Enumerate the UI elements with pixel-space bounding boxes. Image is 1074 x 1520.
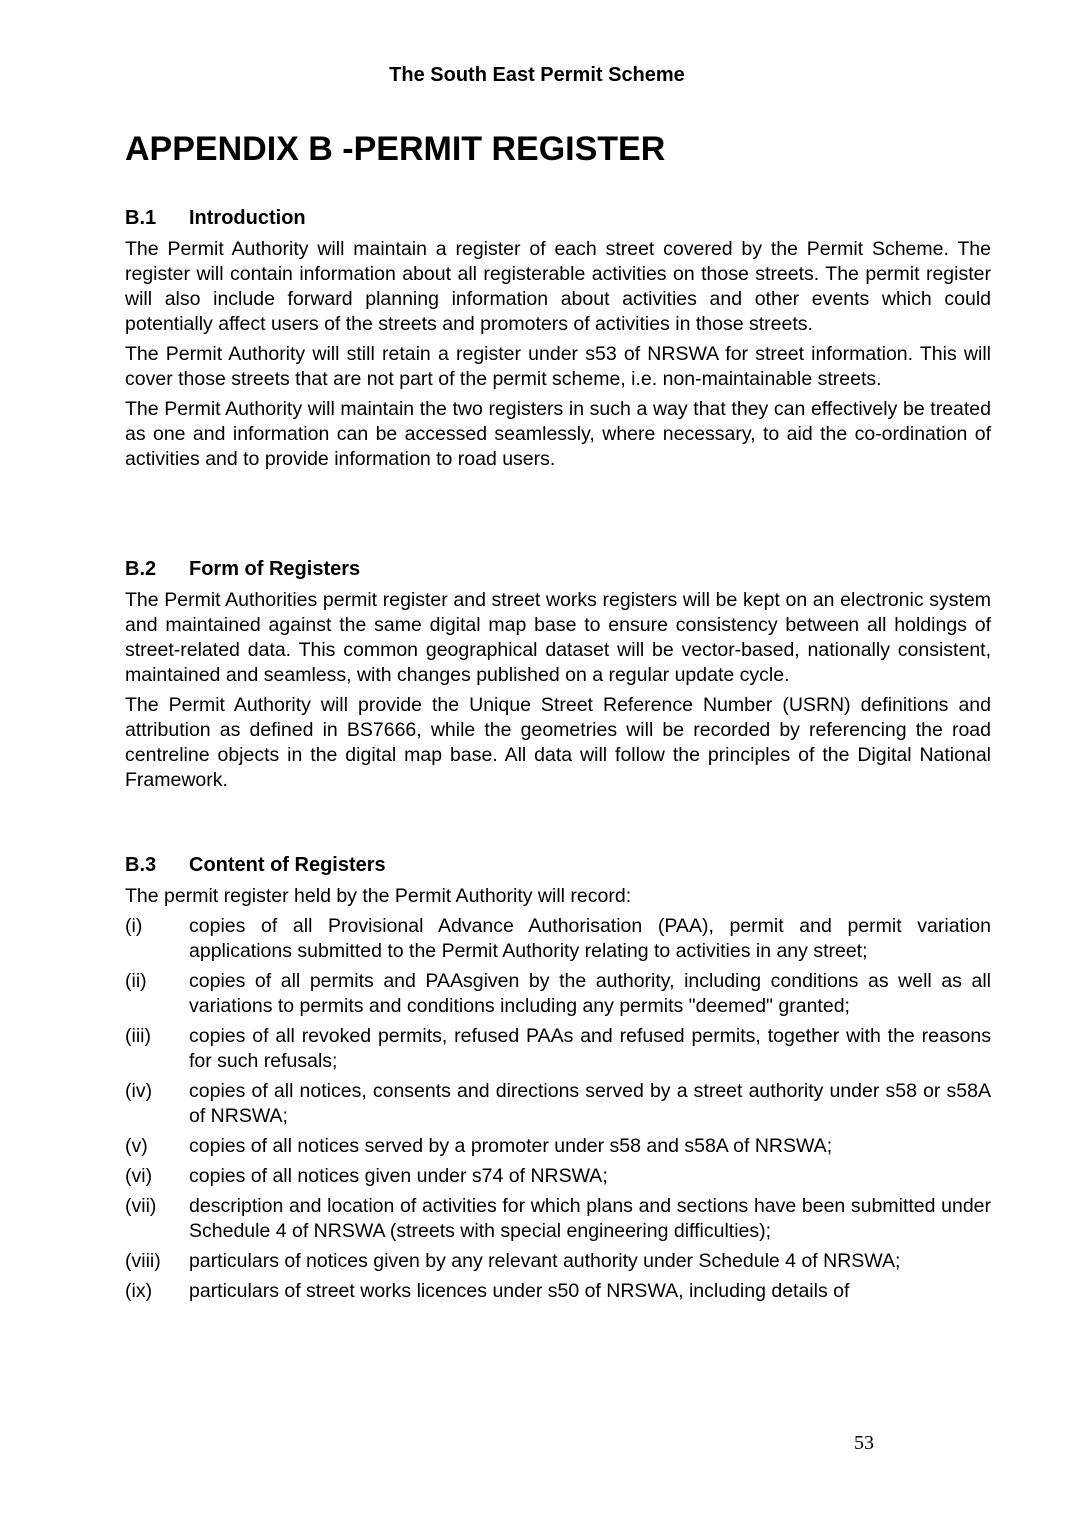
paragraph: The Permit Authority will maintain the two registers in such a way that they can effectively be treated as one and information can be accessed seamlessly, where necessary, to aid the co-ordination of activities and to provide information to road users. (125, 398, 991, 470)
list-item (125, 1079, 991, 1129)
paragraph: The Permit Authority will maintain a register of each street covered by the Permit Scheme. The register will contain information about all registerable activities on those streets. The permit register will also include forward planning information about activities and other events which could potentially affect users of the streets and promoters of activities in those streets. (125, 238, 991, 335)
list-item-text: copies of all revoked permits, refused PAAs and refused permits, together with the reasons for such refusals; (189, 1025, 991, 1072)
list-item-text: description and location of activities for which plans and sections have been submitted under Schedule 4 of NRSWA (streets with special engineering difficulties); (189, 1195, 991, 1242)
list-item (125, 1134, 991, 1159)
section-number: B.1 (125, 207, 157, 229)
list-marker: (iv) (125, 1080, 153, 1102)
list-marker: (ii) (125, 970, 147, 992)
list-item (125, 969, 991, 1019)
section-content-of-registers (125, 852, 991, 1309)
list-marker: (ix) (125, 1280, 153, 1302)
list-item-text: copies of all permits and PAAsgiven by the authority, including conditions as well as all variations to permits and conditions including any permits "deemed" granted; (189, 970, 991, 1017)
list-item (125, 1279, 991, 1304)
list-marker: (iii) (125, 1025, 151, 1047)
list-marker: (i) (125, 915, 143, 937)
list-marker: (viii) (125, 1250, 161, 1272)
section-number: B.3 (125, 854, 157, 876)
section-heading (125, 205, 991, 231)
section-heading (125, 852, 991, 878)
list-marker: (vii) (125, 1195, 157, 1217)
list-item-text: copies of all notices served by a promoter under s58 and s58A of NRSWA; (189, 1135, 833, 1157)
list-item (125, 1164, 991, 1189)
paragraph: The permit register held by the Permit Authority will record: (125, 885, 632, 907)
page-number: 53 (854, 1432, 874, 1454)
running-header: The South East Permit Scheme (389, 64, 685, 86)
list-item-text: particulars of street works licences under s50 of NRSWA, including details of (189, 1280, 850, 1302)
list-item-text: copies of all notices, consents and directions served by a street authority under s58 or s58A of NRSWA; (189, 1080, 991, 1127)
list-marker: (vi) (125, 1165, 153, 1187)
paragraph: The Permit Authority will provide the Unique Street Reference Number (USRN) definitions and attribution as defined in BS7666, while the geometries will be recorded by referencing the road centreline objects in the digital map base. All data will follow the principles of the Digital National Framework. (125, 694, 991, 791)
section-form-of-registers (125, 556, 991, 798)
appendix-title: APPENDIX B -PERMIT REGISTER (125, 130, 666, 168)
section-introduction (125, 205, 991, 477)
list-item (125, 1194, 991, 1244)
paragraph: The Permit Authorities permit register and street works registers will be kept on an electronic system and maintained against the same digital map base to ensure consistency between all holdings of street-related data. This common geographical dataset will be vector-based, nationally consistent, maintained and seamless, with changes published on a regular update cycle. (125, 589, 991, 686)
list-item (125, 1024, 991, 1074)
section-title: Form of Registers (189, 558, 361, 580)
section-title: Introduction (189, 207, 306, 229)
section-number: B.2 (125, 558, 157, 580)
list-item-text: particulars of notices given by any relevant authority under Schedule 4 of NRSWA; (189, 1250, 901, 1272)
list-marker: (v) (125, 1135, 148, 1157)
list-item-text: copies of all notices given under s74 of NRSWA; (189, 1165, 608, 1187)
register-contents-list (125, 914, 991, 1304)
paragraph: The Permit Authority will still retain a register under s53 of NRSWA for street information. This will cover those streets that are not part of the permit scheme, i.e. non-maintainable streets. (125, 343, 991, 390)
section-title: Content of Registers (189, 854, 386, 876)
list-item-text: copies of all Provisional Advance Authorisation (PAA), permit and permit variation applications submitted to the Permit Authority relating to activities in any street; (189, 915, 991, 962)
list-item (125, 914, 991, 964)
list-item (125, 1249, 991, 1274)
section-heading (125, 556, 991, 582)
